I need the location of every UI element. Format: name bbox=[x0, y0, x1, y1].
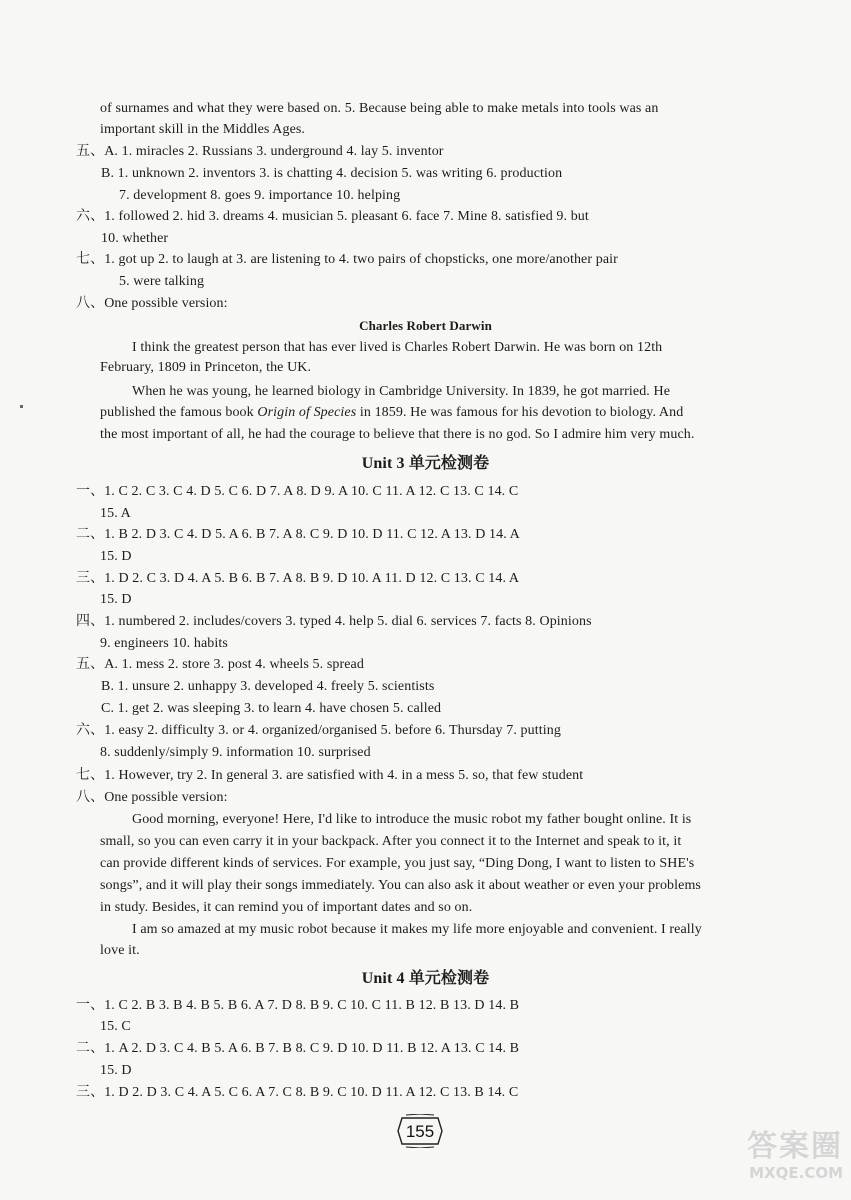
text-line: 7. development 8. goes 9. importance 10. helping bbox=[119, 188, 401, 203]
essay-line: love it. bbox=[100, 943, 140, 958]
watermark-url: MXQE.COM bbox=[749, 1164, 843, 1182]
page-number: 155 bbox=[405, 1122, 435, 1141]
text-line: 9. engineers 10. habits bbox=[100, 636, 228, 651]
text-line: 5. were talking bbox=[119, 274, 205, 289]
essay-line: published the famous book Origin of Species in 1859. He was famous for his devotion to biology. And bbox=[100, 405, 684, 420]
essay-line: Good morning, everyone! Here, I'd like to introduce the music robot my father bought online. It is bbox=[132, 812, 692, 827]
essay-line: small, so you can even carry it in your backpack. After you connect it to the Internet and speak to it, it bbox=[100, 834, 682, 849]
section-heading: 七、1. However, try 2. In general 3. are satisfied with 4. in a mess 5. so, that few student bbox=[76, 768, 584, 783]
section-heading: 五、A. 1. mess 2. store 3. post 4. wheels 5. spread bbox=[76, 657, 364, 672]
section-heading: 六、1. followed 2. hid 3. dreams 4. musician 5. pleasant 6. face 7. Mine 8. satisfied 9. but bbox=[76, 209, 589, 224]
section-heading: 一、1. C 2. B 3. B 4. B 5. B 6. A 7. D 8. B 9. C 10. C 11. B 12. B 13. D 14. B bbox=[76, 998, 520, 1013]
scan-speck bbox=[20, 405, 23, 408]
section-heading: 二、1. B 2. D 3. C 4. D 5. A 6. B 7. A 8. C 9. D 10. D 11. C 12. A 13. D 14. A bbox=[76, 527, 520, 542]
text-line: important skill in the Middles Ages. bbox=[100, 122, 306, 137]
section-heading: 一、1. C 2. C 3. C 4. D 5. C 6. D 7. A 8. D 9. A 10. C 11. A 12. C 13. C 14. C bbox=[76, 484, 519, 499]
text-line: B. 1. unknown 2. inventors 3. is chatting 4. decision 5. was writing 6. production bbox=[101, 166, 563, 181]
section-heading: 二、1. A 2. D 3. C 4. B 5. A 6. B 7. B 8. C 9. D 10. D 11. B 12. A 13. C 14. B bbox=[76, 1041, 520, 1056]
text-line: 15. A bbox=[100, 506, 131, 521]
text-line: 15. D bbox=[100, 549, 132, 564]
unit-heading: Unit 3 单元检测卷 bbox=[361, 455, 490, 472]
section-heading: 三、1. D 2. D 3. C 4. A 5. C 6. A 7. C 8. B 9. C 10. D 11. A 12. C 13. B 14. C bbox=[76, 1085, 519, 1100]
unit-heading: Unit 4 单元检测卷 bbox=[361, 970, 490, 987]
watermark-logo bbox=[725, 1130, 843, 1194]
text-line: 15. D bbox=[100, 592, 132, 607]
section-heading: 七、1. got up 2. to laugh at 3. are listening to 4. two pairs of chopsticks, one more/another pair bbox=[76, 252, 618, 267]
text-line: 15. C bbox=[100, 1019, 131, 1034]
text-line: 8. suddenly/simply 9. information 10. surprised bbox=[100, 745, 371, 760]
essay-line: in study. Besides, it can remind you of important dates and so on. bbox=[100, 900, 473, 915]
essay-line: I think the greatest person that has ever lived is Charles Robert Darwin. He was born on 12th bbox=[132, 340, 663, 355]
section-heading: 五、A. 1. miracles 2. Russians 3. underground 4. lay 5. inventor bbox=[76, 144, 444, 159]
page-number-badge bbox=[396, 1114, 444, 1148]
essay-line: February, 1809 in Princeton, the UK. bbox=[100, 360, 312, 375]
text-line: 15. D bbox=[100, 1063, 132, 1078]
essay-line: the most important of all, he had the courage to believe that there is no god. So I admire him very much. bbox=[100, 427, 695, 442]
section-heading: 六、1. easy 2. difficulty 3. or 4. organized/organised 5. before 6. Thursday 7. putting bbox=[76, 723, 561, 738]
section-heading: 八、One possible version: bbox=[76, 296, 228, 311]
essay-line: songs”, and it will play their songs immediately. You can also ask it about weather or even your problems bbox=[100, 878, 701, 893]
essay-title: Charles Robert Darwin bbox=[359, 318, 492, 333]
section-heading: 四、1. numbered 2. includes/covers 3. typed 4. help 5. dial 6. services 7. facts 8. Opinions bbox=[76, 614, 592, 629]
text-line: C. 1. get 2. was sleeping 3. to learn 4. have chosen 5. called bbox=[101, 701, 442, 716]
text-line: of surnames and what they were based on. 5. Because being able to make metals into tools was an bbox=[100, 101, 659, 116]
text-line: B. 1. unsure 2. unhappy 3. developed 4. freely 5. scientists bbox=[101, 679, 435, 694]
essay-line: When he was young, he learned biology in Cambridge University. In 1839, he got married. He bbox=[132, 384, 671, 399]
essay-line: can provide different kinds of services. For example, you just say, “Ding Dong, I want to listen to SHE's bbox=[100, 856, 695, 871]
text-line: 10. whether bbox=[101, 231, 169, 246]
watermark-text: 答案圈 bbox=[747, 1129, 843, 1164]
essay-line: I am so amazed at my music robot because it makes my life more enjoyable and convenient. I really bbox=[132, 922, 702, 937]
section-heading: 八、One possible version: bbox=[76, 790, 228, 805]
section-heading: 三、1. D 2. C 3. D 4. A 5. B 6. B 7. A 8. B 9. D 10. A 11. D 12. C 13. C 14. A bbox=[76, 571, 520, 586]
